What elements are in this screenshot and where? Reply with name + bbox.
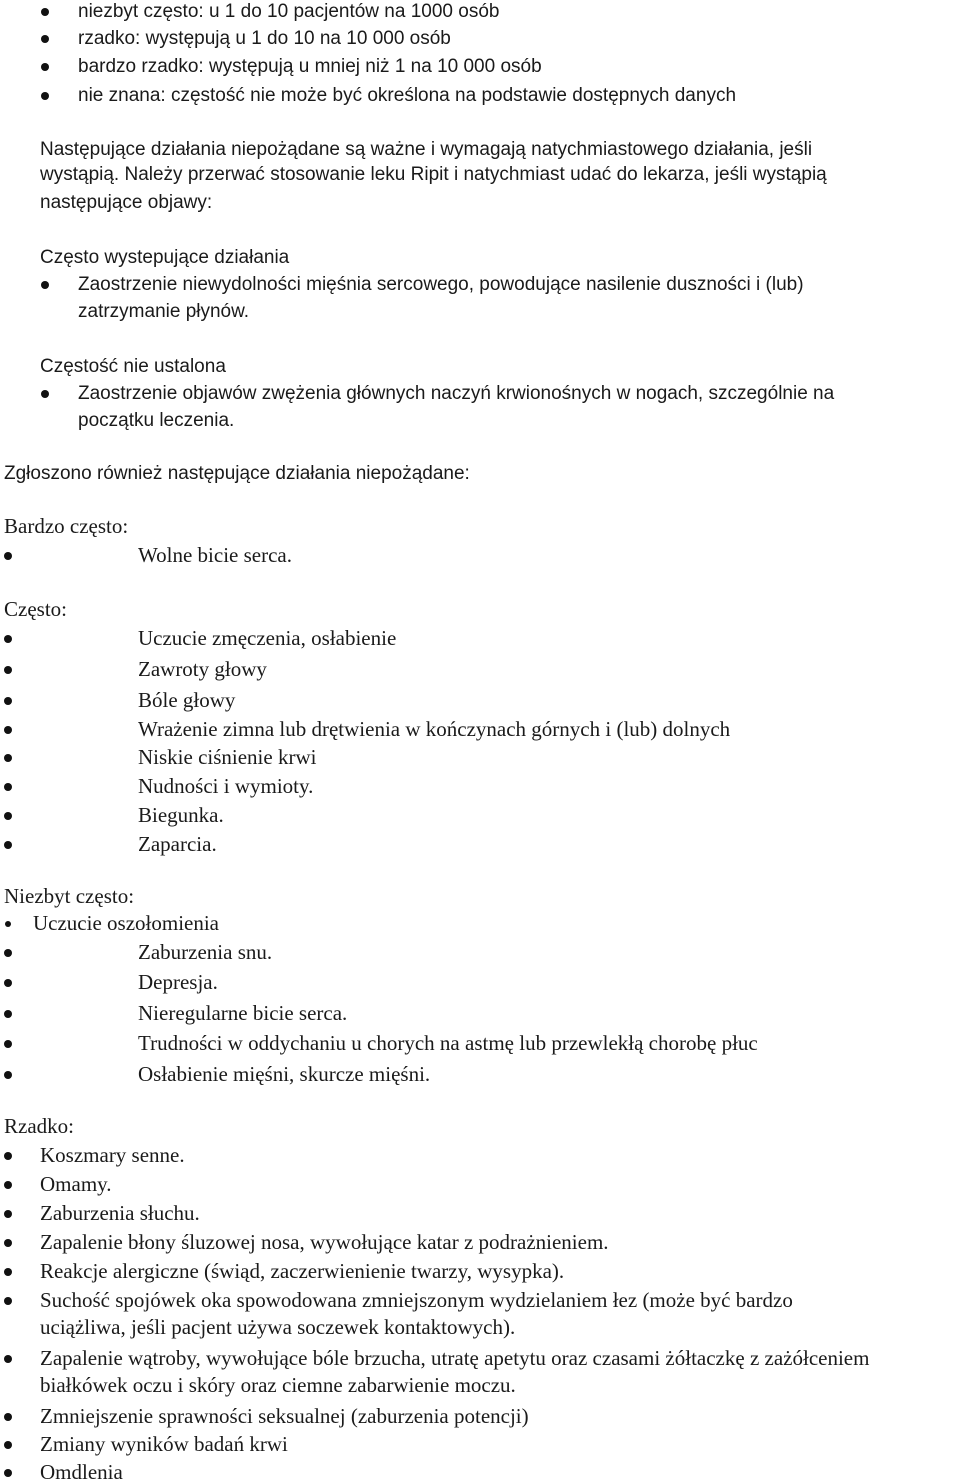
bullet-icon <box>4 783 12 791</box>
bullet-icon <box>4 754 12 762</box>
bullet-icon <box>4 1181 12 1189</box>
bullet-icon <box>4 1469 12 1477</box>
list-item: Zmiany wyników badań krwi <box>40 1432 288 1456</box>
list-item: Zapalenie wątroby, wywołujące bóle brzucha, utratę apetytu oraz czasami żółtaczkę z zażółceniem <box>40 1346 870 1370</box>
section-heading: Niezbyt często: <box>4 884 135 908</box>
list-item: Zapalenie błony śluzowej nosa, wywołujące katar z podrażnieniem. <box>40 1230 609 1254</box>
bullet-icon <box>4 726 12 734</box>
bullet-icon <box>4 1297 12 1305</box>
list-item: Nudności i wymioty. <box>138 774 314 798</box>
bullet-icon <box>4 1010 12 1018</box>
list-item: Uczucie oszołomienia <box>33 911 220 935</box>
list-item: Reakcje alergiczne (świąd, zaczerwienienie twarzy, wysypka). <box>40 1259 565 1283</box>
bullet-icon <box>4 635 12 643</box>
section-heading: Bardzo często: <box>4 514 129 538</box>
bullet-icon <box>4 1210 12 1218</box>
bullet-icon <box>41 35 49 43</box>
list-item-continuation: początku leczenia. <box>78 410 235 431</box>
paragraph-line: następujące objawy: <box>40 192 213 213</box>
bullet-icon <box>4 1152 12 1160</box>
bullet-icon <box>4 1239 12 1247</box>
bullet-icon <box>4 841 12 849</box>
list-item: nie znana: częstość nie może być określona na podstawie dostępnych danych <box>78 85 737 106</box>
list-item: Niskie ciśnienie krwi <box>138 745 317 769</box>
list-item: Biegunka. <box>138 803 224 827</box>
list-item: rzadko: występują u 1 do 10 na 10 000 osób <box>78 28 451 49</box>
list-item-continuation: zatrzymanie płynów. <box>78 301 250 322</box>
list-item: Zawroty głowy <box>138 657 267 681</box>
list-item: Wrażenie zimna lub drętwienia w kończynach górnych i (lub) dolnych <box>138 717 731 741</box>
bullet-icon <box>4 697 12 705</box>
bullet-icon <box>4 666 12 674</box>
bullet-icon <box>4 949 12 957</box>
list-item: niezbyt często: u 1 do 10 pacjentów na 1000 osób <box>78 1 500 22</box>
bullet-icon <box>41 63 49 71</box>
bullet-icon <box>4 812 12 820</box>
bullet-icon <box>4 1441 12 1449</box>
bullet-icon <box>41 281 49 289</box>
bullet-icon <box>4 1413 12 1421</box>
paragraph-line: Następujące działania niepożądane są ważne i wymagają natychmiastowego działania, jeśli <box>40 139 813 160</box>
list-item: Zaburzenia słuchu. <box>40 1201 200 1225</box>
list-item: Zaburzenia snu. <box>138 940 273 964</box>
paragraph-line: wystąpią. Należy przerwać stosowanie leku Ripit i natychmiast udać do lekarza, jeśli wystąpią <box>40 164 827 185</box>
bullet-icon <box>41 8 49 16</box>
bullet-icon <box>4 1040 12 1048</box>
list-item-continuation: białkówek oczu i skóry oraz ciemne zabarwienie moczu. <box>40 1373 516 1397</box>
list-item: Osłabienie mięśni, skurcze mięśni. <box>138 1062 431 1086</box>
section-heading: Często: <box>4 597 67 621</box>
list-item: Depresja. <box>138 970 218 994</box>
bullet-icon <box>4 552 12 560</box>
bullet-icon <box>41 390 49 398</box>
list-item-continuation: uciążliwa, jeśli pacjent używa soczewek kontaktowych). <box>40 1315 516 1339</box>
section-heading: Rzadko: <box>4 1114 74 1138</box>
bullet-icon <box>41 92 49 100</box>
list-item: Wolne bicie serca. <box>138 543 292 567</box>
list-item: Uczucie zmęczenia, osłabienie <box>138 626 397 650</box>
list-item: Zmniejszenie sprawności seksualnej (zaburzenia potencji) <box>40 1404 529 1428</box>
bullet-icon <box>4 979 12 987</box>
bullet-icon <box>4 1268 12 1276</box>
list-item: Zaostrzenie niewydolności mięśnia sercowego, powodujące nasilenie duszności i (lub) <box>78 274 804 295</box>
list-item: Trudności w oddychaniu u chorych na astmę lub przewlekłą chorobę płuc <box>138 1031 758 1055</box>
list-item: Zaostrzenie objawów zwężenia głównych naczyń krwionośnych w nogach, szczególnie na <box>78 383 835 404</box>
bullet-icon <box>4 1071 12 1079</box>
list-item: Omamy. <box>40 1172 112 1196</box>
list-item: Omdlenia <box>40 1460 123 1484</box>
also-reported-text: Zgłoszono również następujące działania niepożądane: <box>4 463 470 484</box>
list-item: Koszmary senne. <box>40 1143 185 1167</box>
list-item: Bóle głowy <box>138 688 236 712</box>
list-item: Nieregularne bicie serca. <box>138 1001 348 1025</box>
section-heading: Częstość nie ustalona <box>40 356 226 377</box>
section-heading: Często wystepujące działania <box>40 247 290 268</box>
list-item: Zaparcia. <box>138 832 217 856</box>
bullet-icon <box>5 921 11 927</box>
list-item: Suchość spojówek oka spowodowana zmniejszonym wydzielaniem łez (może być bardzo <box>40 1288 793 1312</box>
list-item: bardzo rzadko: występują u mniej niż 1 na 10 000 osób <box>78 56 542 77</box>
bullet-icon <box>4 1355 12 1363</box>
